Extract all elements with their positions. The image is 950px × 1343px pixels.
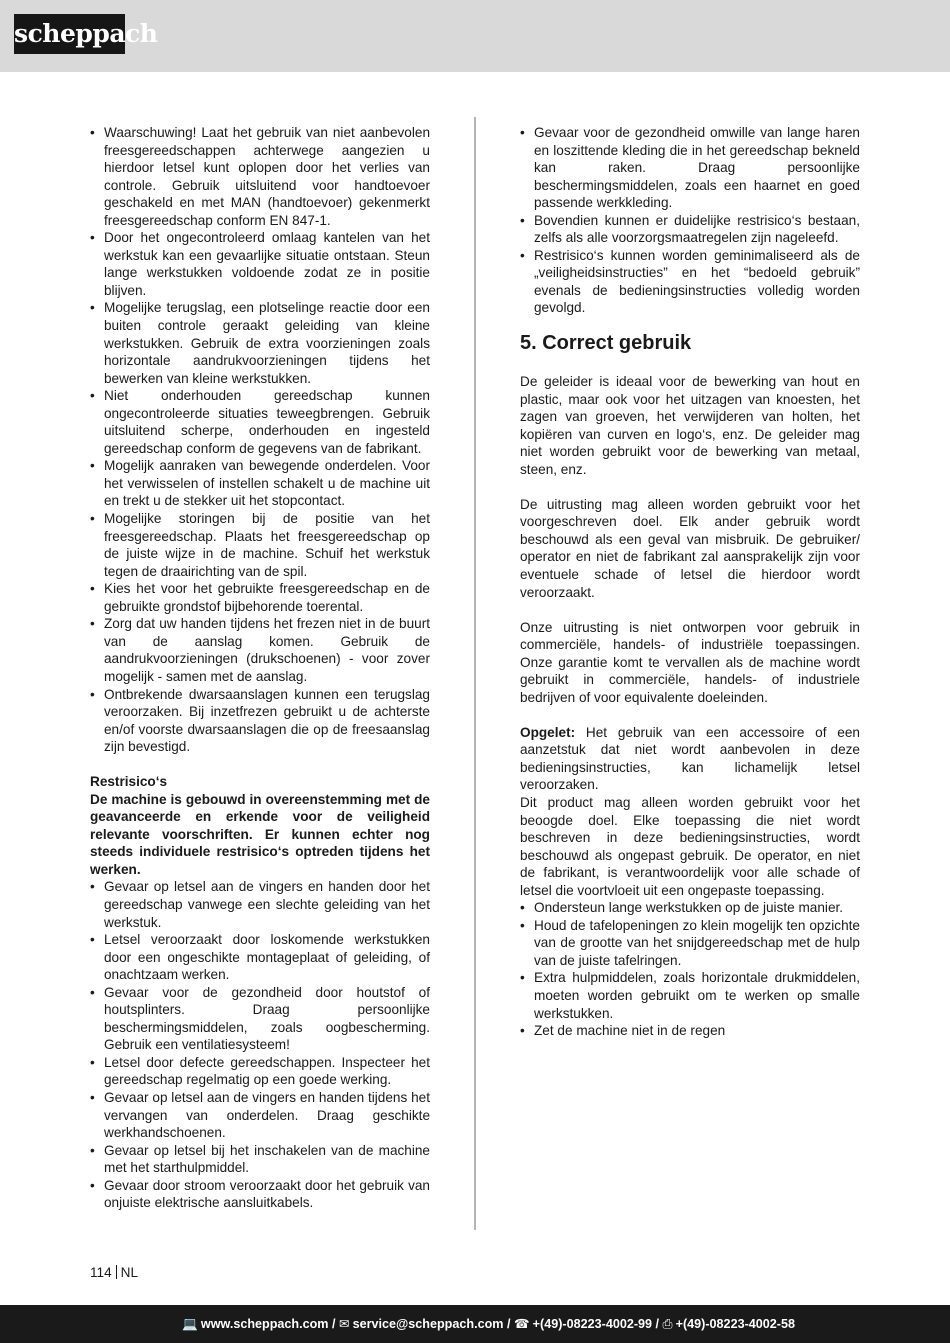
list-item: • Restrisico‘s kunnen worden geminimaliseerd als de „veiligheidsinstructies” en het “bedoeld gebruik” evenals de bedieningsinstructies volledig worden gevolgd. [520, 247, 860, 317]
risks-list [90, 878, 430, 1211]
list-item: • Gevaar op letsel aan de vingers en handen tijdens het vervangen van onderdelen. Draag geschikte werkhandschoenen. [90, 1089, 430, 1142]
footer-contacts [182, 1305, 795, 1343]
restrisicos-heading: Restrisico‘s [90, 774, 168, 790]
list-item: • Bovendien kunnen er duidelijke restrisico‘s bestaan, zelfs als alle voorzorgsmaatregelen zijn nageleefd. [520, 212, 860, 247]
page-language: NL [120, 1265, 139, 1280]
list-item: • Niet onderhouden gereedschap kunnen ongecontroleerde situaties teweegbrengen. Gebruik uitsluitend scherpe, onderhouden en ingesteld gereedschap conform de gegevens van de fabrikant. [90, 387, 430, 457]
phone-icon: ☎ [513, 1317, 530, 1331]
footer-phone: +(49)-08223-4002-99 / [532, 1317, 660, 1331]
list-item: • Mogelijke terugslag, een plotselinge reactie door een buiten controle geraakt geleiding van kleine werkstukken. Gebruik de extra voorzieningen zoals horizontale aandrukvoorzieningen tijdens het bewerken van kleine werkstukken. [90, 299, 430, 387]
brand-logo: scheppach [14, 14, 125, 54]
list-item: • Gevaar door stroom veroorzaakt door het gebruik van onjuiste elektrische aansluitkabels. [90, 1177, 430, 1212]
fax-icon: ⎙ [662, 1317, 673, 1331]
footer-fax: +(49)-08223-4002-58 [675, 1317, 795, 1331]
list-item: • Gevaar voor de gezondheid door houtstof of houtsplinters. Draag persoonlijke beschermingsmiddelen, zoals oogbescherming. Gebruik een ventilatiesysteem! [90, 984, 430, 1054]
page-header [0, 0, 950, 72]
list-item: • Zorg dat uw handen tijdens het frezen niet in de buurt van de aanslag komen. Gebruik de aandrukvoorzieningen (drukschoenen) - voor zover mogelijk - samen met de aanslag. [90, 615, 430, 685]
footer-website[interactable]: www.scheppach.com / [200, 1317, 336, 1331]
email-icon: ✉ [339, 1317, 350, 1331]
list-item: • Waarschuwing! Laat het gebruik van niet aanbevolen freesgereedschappen achterwege aangezien u hierdoor letsel kunt oplopen door het verlies van controle. Gebruik uitsluitend voor handtoevoer geschakeld en met MAN (handtoevoer) gekenmerkt freesgereedschap conform EN 847-1. [90, 124, 430, 229]
list-item: • Zet de machine niet in de regen [520, 1022, 860, 1040]
misuse-paragraph: De uitrusting mag alleen worden gebruikt voor het voorgeschreven doel. Elk ander gebruik wordt beschouwd als een geval van misbruik. De gebruiker/ operator en niet de fabrikant zal aansprakelijk zijn voor eventuele schade of letsel die hierdoor wordt veroorzaakt. [520, 496, 860, 600]
tips-list [520, 899, 860, 1039]
warnings-list [90, 124, 430, 756]
list-item: • Kies het voor het gebruikte freesgereedschap en de gebruikte grondstof bijbehorende toerental. [90, 580, 430, 615]
computer-icon: 💻 [182, 1317, 198, 1331]
section-title: 5. Correct gebruik [520, 332, 692, 355]
list-item: • Ontbrekende dwarsaanslagen kunnen een terugslag veroorzaken. Bij inzetfrezen gebruikt u de achterste en/of voorste dwarsaanslagen die op de freesaanslag zijn bevestigd. [90, 686, 430, 756]
list-item: • Gevaar voor de gezondheid omwille van lange haren en loszittende kleding die in het gereedschap bekneld kan raken. Draag persoonlijke beschermingsmiddelen, zoals een haarnet en goed passende werkkleding. [520, 124, 860, 212]
list-item: • Gevaar op letsel bij het inschakelen van de machine met het starthulpmiddel. [90, 1142, 430, 1177]
page-number-separator [116, 1265, 117, 1279]
page-number-value: 114 [90, 1265, 112, 1280]
column-divider [474, 117, 476, 1230]
purpose-paragraph: Dit product mag alleen worden gebruikt voor het beoogde doel. Elke toepassing die niet wordt beschreven in deze bedieningsinstructies, wordt beschouwd als ongepast gebruik. De operator, en niet de fabrikant, is verantwoordelijk voor alle schade of letsel die voortvloeit uit een ongepaste toepassing. [520, 795, 860, 898]
commercial-use-paragraph: Onze uitrusting is niet ontworpen voor gebruik in commerciële, handels- of industriële toepassingen. Onze garantie komt te vervallen als de machine wordt gebruikt in commerciële, handels- of industriele bedrijven of voor equivalente doeleinden. [520, 619, 860, 705]
left-column [90, 124, 430, 1212]
attention-label: Opgelet: [520, 724, 576, 740]
right-column [520, 124, 860, 1040]
footer-email[interactable]: service@scheppach.com / [352, 1317, 511, 1331]
list-item: • Mogelijke storingen bij de positie van het freesgereedschap. Plaats het freesgereedschap op de juiste wijze in de machine. Schuif het werkstuk tegen de draairichting van de spil. [90, 510, 430, 580]
page-footer [0, 1305, 950, 1343]
list-item: • Letsel veroorzaakt door loskomende werkstukken door een ongeschikte montageplaat of geleiding, of onachtzaam werken. [90, 931, 430, 984]
page-number [90, 1265, 138, 1280]
intended-use-paragraph: De geleider is ideaal voor de bewerking van hout en plastic, maar ook voor het uitzagen van knoesten, het zagen van groeven, het verwijderen van holten, het kopiëren van curven en logo‘s, enz. De geleider mag niet worden gebruikt voor de bewerking van metaal, steen, enz. [520, 374, 860, 477]
list-item: • Letsel door defecte gereedschappen. Inspecteer het gereedschap regelmatig op een goede werking. [90, 1054, 430, 1089]
list-item: • Mogelijk aanraken van bewegende onderdelen. Voor het verwisselen of instellen schakelt u de machine uit en trekt u de stekker uit het stopcontact. [90, 457, 430, 510]
list-item: • Houd de tafelopeningen zo klein mogelijk ten opzichte van de grootte van het snijdgereedschap met de hulp van de juiste tafelringen. [520, 917, 860, 970]
attention-paragraph [520, 724, 860, 794]
list-item: • Extra hulpmiddelen, zoals horizontale drukmiddelen, moeten worden gebruikt om te werken op smalle werkstukken. [520, 969, 860, 1022]
restrisicos-intro: De machine is gebouwd in overeenstemming met de geavanceerde en erkende voor de veiligheid relevante voorschriften. Er kunnen echter nog steeds individuele restrisico‘s optreden tijdens het werken. [90, 791, 430, 877]
attention-text: Het gebruik van een accessoire of een aanzetstuk dat niet wordt aanbevolen in deze bedieningsinstructies, kan lichamelijk letsel veroorzaken. [520, 724, 860, 793]
list-item: • Ondersteun lange werkstukken op de juiste manier. [520, 899, 860, 917]
list-item: • Door het ongecontroleerd omlaag kantelen van het werkstuk kan een gevaarlijke situatie ontstaan. Steun lange werkstukken voldoende zodat ze in positie blijven. [90, 229, 430, 299]
list-item: • Gevaar op letsel aan de vingers en handen door het gereedschap vanwege een slechte geleiding van het werkstuk. [90, 878, 430, 931]
risks-continued-list [520, 124, 860, 317]
